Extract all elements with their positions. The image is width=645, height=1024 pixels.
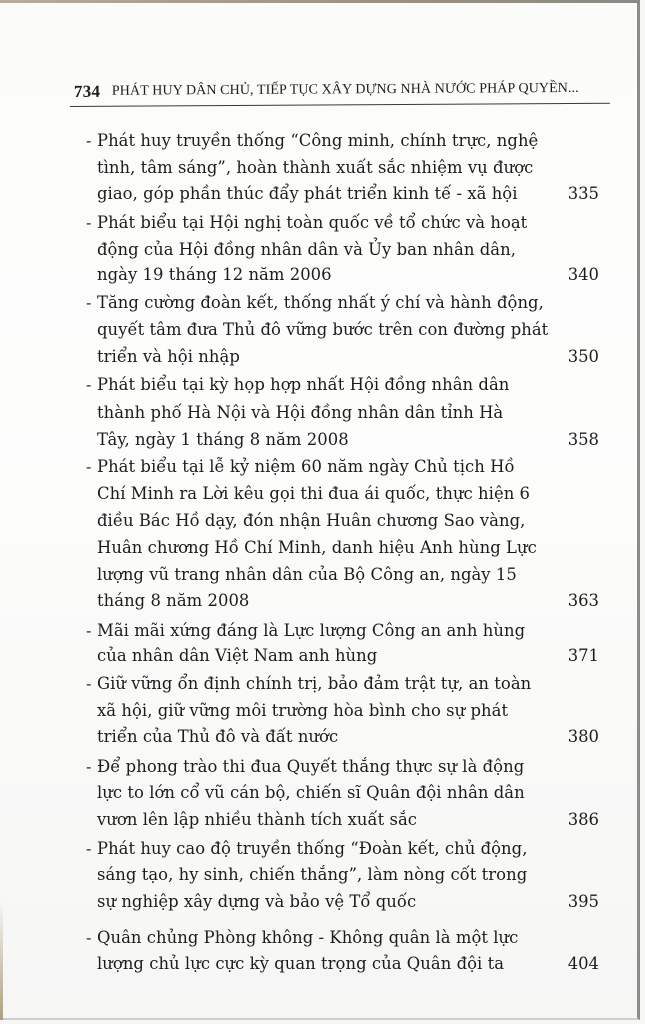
toc-entry-text-line: ngày 19 tháng 12 năm 2006 [97,265,332,284]
toc-entry-text-line: điều Bác Hồ dạy, đón nhận Huân chương Sao vàng, [97,511,526,530]
bullet-dash: - [86,621,92,640]
toc-entry-text-line: sự nghiệp xây dựng và bảo vệ Tổ quốc [97,892,417,911]
running-title: PHÁT HUY DÂN CHỦ, TIẾP TỤC XÂY DỰNG NHÀ NƯỚC PHÁP QUYỀN... [111,80,579,99]
toc-entry-text-line: lực to lớn cổ vũ cán bộ, chiến sĩ Quân đội nhân dân [97,783,525,802]
toc-entry-text-line: Phát huy cao độ truyền thống “Đoàn kết, chủ động, [97,839,528,858]
toc-entry-text-line: Phát huy truyền thống “Công minh, chính trực, nghệ [97,131,539,150]
toc-entry-text-line: tình, tâm sáng”, hoàn thành xuất sắc nhiệm vụ được [97,158,534,177]
toc-entry-text-line: Giữ vững ổn định chính trị, bảo đảm trật tự, an toàn [97,674,532,693]
toc-entry-text-line: động của Hội đồng nhân dân và Ủy ban nhân dân, [97,240,516,259]
toc-entry-text-line: Để phong trào thi đua Quyết thắng thực sự là động [97,757,525,776]
toc-entry-text-line: tháng 8 năm 2008 [97,591,250,610]
toc-entry-text-line: Phát biểu tại kỳ họp hợp nhất Hội đồng nhân dân [97,375,510,394]
bullet-dash: - [86,131,92,150]
toc-entry-text-line: Phát biểu tại lễ kỷ niệm 60 năm ngày Chủ tịch Hồ [97,457,515,476]
toc-entry-page-number: 395 [567,892,599,911]
toc-entry-page-number: 358 [567,430,599,449]
toc-entry-text-line: triển và hội nhập [97,347,240,366]
toc-entry-page-number: 335 [567,184,599,203]
toc-entry-page-number: 386 [567,810,599,829]
toc-entry-text-line: lượng chủ lực cực kỳ quan trọng của Quân đội ta [97,954,505,973]
toc-entry-text-line: Huân chương Hồ Chí Minh, danh hiệu Anh hùng Lực [97,538,537,557]
toc-entry-text-line: triển của Thủ đô và đất nước [97,727,339,746]
toc-entry-page-number: 380 [567,727,599,746]
bullet-dash: - [86,293,92,312]
toc-entry-page-number: 363 [567,591,599,610]
page-left-edge [0,900,3,1020]
bullet-dash: - [86,757,92,776]
toc-entry-page-number: 371 [567,646,599,665]
toc-entry-page-number: 350 [567,347,599,366]
toc-entry-text-line: lượng vũ trang nhân dân của Bộ Công an, ngày 15 [97,565,517,584]
toc-entry-text-line: xã hội, giữ vững môi trường hòa bình cho sự phát [97,701,509,720]
page-top-edge [0,0,640,3]
bullet-dash: - [86,839,92,858]
toc-entry-page-number: 404 [567,954,599,973]
toc-entry-text-line: Mãi mãi xứng đáng là Lực lượng Công an anh hùng [97,621,526,640]
bullet-dash: - [86,674,92,693]
toc-entry-text-line: sáng tạo, hy sinh, chiến thắng”, làm nòng cốt trong [97,865,528,884]
running-header [70,79,610,107]
toc-entry-text-line: Tây, ngày 1 tháng 8 năm 2008 [97,430,349,449]
toc-entry-text-line: thành phố Hà Nội và Hội đồng nhân dân tỉnh Hà [97,403,504,422]
bullet-dash: - [86,457,92,476]
toc-entry-text-line: Quân chủng Phòng không - Không quân là một lực [97,928,519,947]
toc-entry-text-line: Chí Minh ra Lời kêu gọi thi đua ái quốc, thực hiện 6 [97,484,531,503]
toc-entry-text-line: Phát biểu tại Hội nghị toàn quốc về tổ chức và hoạt [97,213,528,232]
bullet-dash: - [86,375,92,394]
bullet-dash: - [86,213,92,232]
bullet-dash: - [86,928,92,947]
toc-entry-page-number: 340 [567,265,599,284]
toc-entry-text-line: Tăng cường đoàn kết, thống nhất ý chí và hành động, [97,293,544,312]
toc-entry-text-line: vươn lên lập nhiều thành tích xuất sắc [97,810,417,829]
toc-entry-text-line: giao, góp phần thúc đẩy phát triển kinh tế - xã hội [97,184,518,203]
toc-entry-text-line: quyết tâm đưa Thủ đô vững bước trên con đường phát [97,320,549,339]
toc-entry-text-line: của nhân dân Việt Nam anh hùng [97,646,378,665]
page-number: 734 [73,81,101,101]
